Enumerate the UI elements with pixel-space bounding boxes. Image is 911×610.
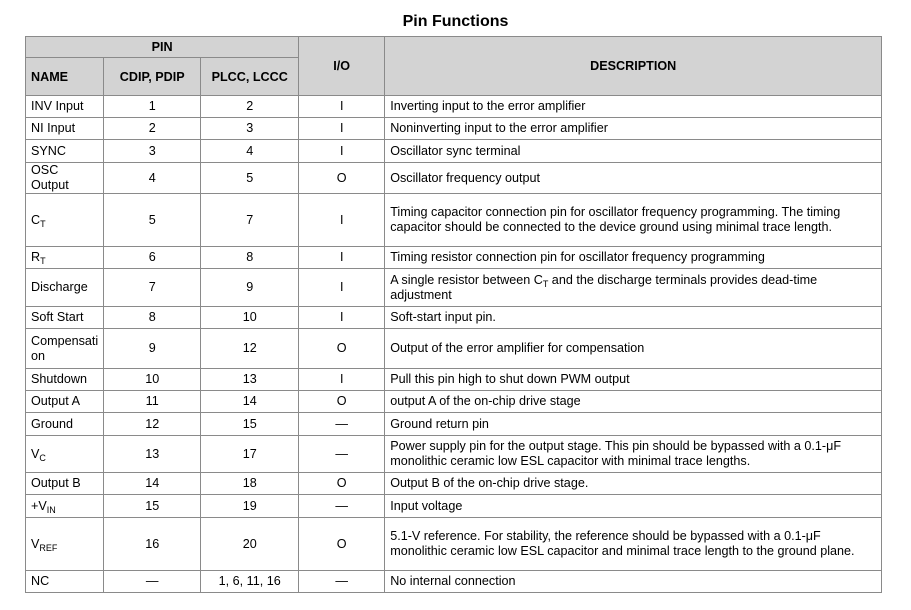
- pin-description: 5.1-V reference. For stability, the reference should be bypassed with a 0.1-μF monolithic ceramic low ESL capacitor and minimal trace length to the ground plane.: [385, 518, 882, 571]
- pin-cdip: 10: [104, 369, 201, 391]
- pin-name: NI Input: [26, 118, 104, 140]
- pin-cdip: 7: [104, 269, 201, 307]
- pin-plcc: 18: [201, 473, 299, 495]
- pin-description: Pull this pin high to shut down PWM output: [385, 369, 882, 391]
- table-row: [26, 495, 882, 518]
- pin-cdip: 1: [104, 96, 201, 118]
- pin-name: Shutdown: [26, 369, 104, 391]
- pin-cdip: 14: [104, 473, 201, 495]
- table-row: [26, 96, 882, 118]
- pin-plcc: 15: [201, 413, 299, 436]
- pin-name: $V_C$: [26, 436, 104, 473]
- pin-io: O: [299, 473, 385, 495]
- pin-description: Timing resistor connection pin for oscillator frequency programming: [385, 247, 882, 269]
- table-row: [26, 269, 882, 307]
- pin-io: I: [299, 118, 385, 140]
- pin-plcc: 8: [201, 247, 299, 269]
- pin-cdip: 15: [104, 495, 201, 518]
- table-row: [26, 307, 882, 329]
- header-name: NAME: [26, 58, 104, 96]
- pin-io: —: [299, 436, 385, 473]
- header-description: DESCRIPTION: [385, 37, 882, 96]
- pin-io: I: [299, 247, 385, 269]
- pin-io: —: [299, 571, 385, 593]
- pin-plcc: 4: [201, 140, 299, 163]
- pin-io: O: [299, 329, 385, 369]
- pin-cdip: 8: [104, 307, 201, 329]
- pin-plcc: 14: [201, 391, 299, 413]
- pin-io: I: [299, 194, 385, 247]
- pin-description: Output of the error amplifier for compensation: [385, 329, 882, 369]
- pin-io: I: [299, 96, 385, 118]
- pin-name: INV Input: [26, 96, 104, 118]
- pin-cdip: 11: [104, 391, 201, 413]
- pin-plcc: 9: [201, 269, 299, 307]
- pin-name: Ground: [26, 413, 104, 436]
- pin-plcc: 10: [201, 307, 299, 329]
- pin-cdip: 5: [104, 194, 201, 247]
- header-cdip-pdip: CDIP, PDIP: [104, 58, 201, 96]
- pin-io: I: [299, 140, 385, 163]
- pin-name: OSC Output: [26, 163, 104, 194]
- pin-cdip: 12: [104, 413, 201, 436]
- pin-io: I: [299, 307, 385, 329]
- pin-description: A single resistor between $C_T$ and the discharge terminals provides dead-time adjustment: [385, 269, 882, 307]
- table-row: [26, 194, 882, 247]
- pin-plcc: 3: [201, 118, 299, 140]
- pin-cdip: 16: [104, 518, 201, 571]
- pin-io: O: [299, 391, 385, 413]
- pin-plcc: 19: [201, 495, 299, 518]
- pin-description: No internal connection: [385, 571, 882, 593]
- pin-name: Soft Start: [26, 307, 104, 329]
- pin-cdip: 3: [104, 140, 201, 163]
- pin-description: Ground return pin: [385, 413, 882, 436]
- pin-io: I: [299, 269, 385, 307]
- header-io: I/O: [299, 37, 385, 96]
- header-pin: PIN: [26, 37, 299, 58]
- pin-cdip: 9: [104, 329, 201, 369]
- pin-description: output A of the on-chip drive stage: [385, 391, 882, 413]
- pin-plcc: 5: [201, 163, 299, 194]
- table-row: [26, 571, 882, 593]
- pin-name: NC: [26, 571, 104, 593]
- pin-name: Output B: [26, 473, 104, 495]
- pin-cdip: 4: [104, 163, 201, 194]
- pin-description: Inverting input to the error amplifier: [385, 96, 882, 118]
- pin-name: SYNC: [26, 140, 104, 163]
- pin-cdip: —: [104, 571, 201, 593]
- pin-name: Output A: [26, 391, 104, 413]
- pin-description: Soft-start input pin.: [385, 307, 882, 329]
- table-row: [26, 518, 882, 571]
- pin-io: O: [299, 163, 385, 194]
- pin-io: —: [299, 495, 385, 518]
- table-row: [26, 118, 882, 140]
- table-row: [26, 247, 882, 269]
- pin-name: $V_{REF}$: [26, 518, 104, 571]
- pin-cdip: 2: [104, 118, 201, 140]
- pin-description: Oscillator frequency output: [385, 163, 882, 194]
- pin-plcc: 12: [201, 329, 299, 369]
- header-plcc-lccc: PLCC, LCCC: [201, 58, 299, 96]
- table-row: [26, 329, 882, 369]
- table-row: [26, 391, 882, 413]
- pin-name: Compensati on: [26, 329, 104, 369]
- pin-cdip: 6: [104, 247, 201, 269]
- pin-cdip: 13: [104, 436, 201, 473]
- table-title: Pin Functions: [402, 13, 509, 30]
- pin-functions-table: [25, 36, 882, 593]
- pin-plcc: 2: [201, 96, 299, 118]
- pin-description: Input voltage: [385, 495, 882, 518]
- pin-description: Oscillator sync terminal: [385, 140, 882, 163]
- pin-plcc: 13: [201, 369, 299, 391]
- table-row: [26, 473, 882, 495]
- table-row: [26, 163, 882, 194]
- pin-description: Noninverting input to the error amplifier: [385, 118, 882, 140]
- table-row: [26, 140, 882, 163]
- table-row: [26, 369, 882, 391]
- pin-description: Power supply pin for the output stage. This pin should be bypassed with a 0.1-μF monolithic ceramic low ESL capacitor with minimal trace lengths.: [385, 436, 882, 473]
- pin-plcc: 1, 6, 11, 16: [201, 571, 299, 593]
- pin-name: $C_T$: [26, 194, 104, 247]
- pin-plcc: 7: [201, 194, 299, 247]
- pin-io: I: [299, 369, 385, 391]
- pin-name: Discharge: [26, 269, 104, 307]
- table-row: [26, 436, 882, 473]
- pin-description: Output B of the on-chip drive stage.: [385, 473, 882, 495]
- pin-name: $+V_{IN}$: [26, 495, 104, 518]
- table-row: [26, 413, 882, 436]
- pin-description: Timing capacitor connection pin for oscillator frequency programming. The timing capacitor should be connected to the device ground using minimal trace length.: [385, 194, 882, 247]
- pin-io: O: [299, 518, 385, 571]
- pin-name: $R_T$: [26, 247, 104, 269]
- pin-plcc: 17: [201, 436, 299, 473]
- pin-io: —: [299, 413, 385, 436]
- pin-plcc: 20: [201, 518, 299, 571]
